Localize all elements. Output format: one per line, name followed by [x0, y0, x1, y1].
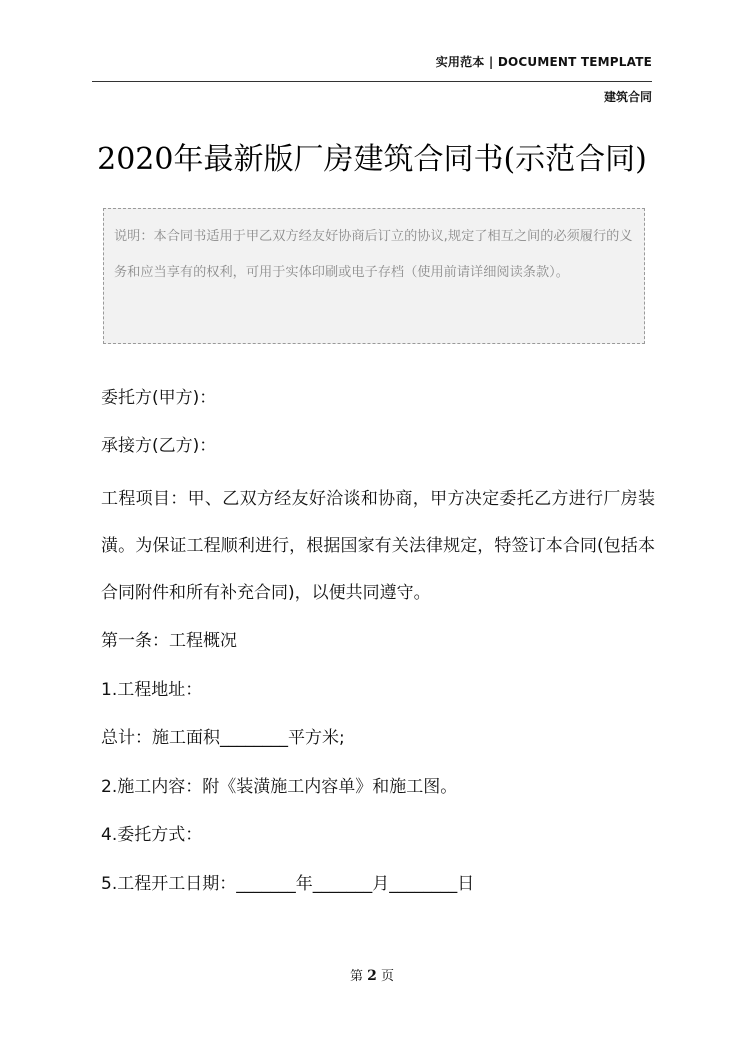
notice-box — [103, 208, 645, 344]
header-divider — [92, 81, 652, 82]
party-a-line: 委托方(甲方)： — [101, 388, 217, 408]
header-document-template-label: 实用范本 | DOCUMENT TEMPLATE — [435, 55, 652, 69]
item-5-start-date: 5.工程开工日期：_______年_______月________日 — [101, 874, 475, 894]
page-prefix: 第 — [349, 969, 363, 984]
article-1-heading: 第一条：工程概况 — [101, 631, 237, 651]
header-category-label: 建筑合同 — [603, 90, 652, 104]
document-title: 2020年最新版厂房建筑合同书(示范合同) — [97, 142, 647, 177]
page-suffix: 页 — [381, 969, 395, 984]
party-b-line: 承接方(乙方)： — [101, 436, 217, 456]
total-area-line: 总计：施工面积________平方米; — [101, 728, 345, 748]
item-2-content: 2.施工内容：附《装潢施工内容单》和施工图。 — [101, 777, 458, 797]
project-paragraph: 工程项目：甲、乙双方经友好洽谈和协商，甲方决定委托乙方进行厂房装潢。为保证工程顺利进行，根据国家有关法律规定，特签订本合同(包括本合同附件和所有补充合同)，以便共同遵守。 — [101, 489, 655, 603]
notice-text: 说明：本合同书适用于甲乙双方经友好协商后订立的协议,规定了相互之间的必须履行的义务和应当享有的权利，可用于实体印刷或电子存档（使用前请详细阅读条款）。 — [114, 229, 633, 280]
page-number: 2 — [367, 968, 377, 984]
item-4-method: 4.委托方式： — [101, 825, 203, 845]
page-footer — [0, 965, 744, 984]
item-1-address: 1.工程地址： — [101, 680, 203, 700]
